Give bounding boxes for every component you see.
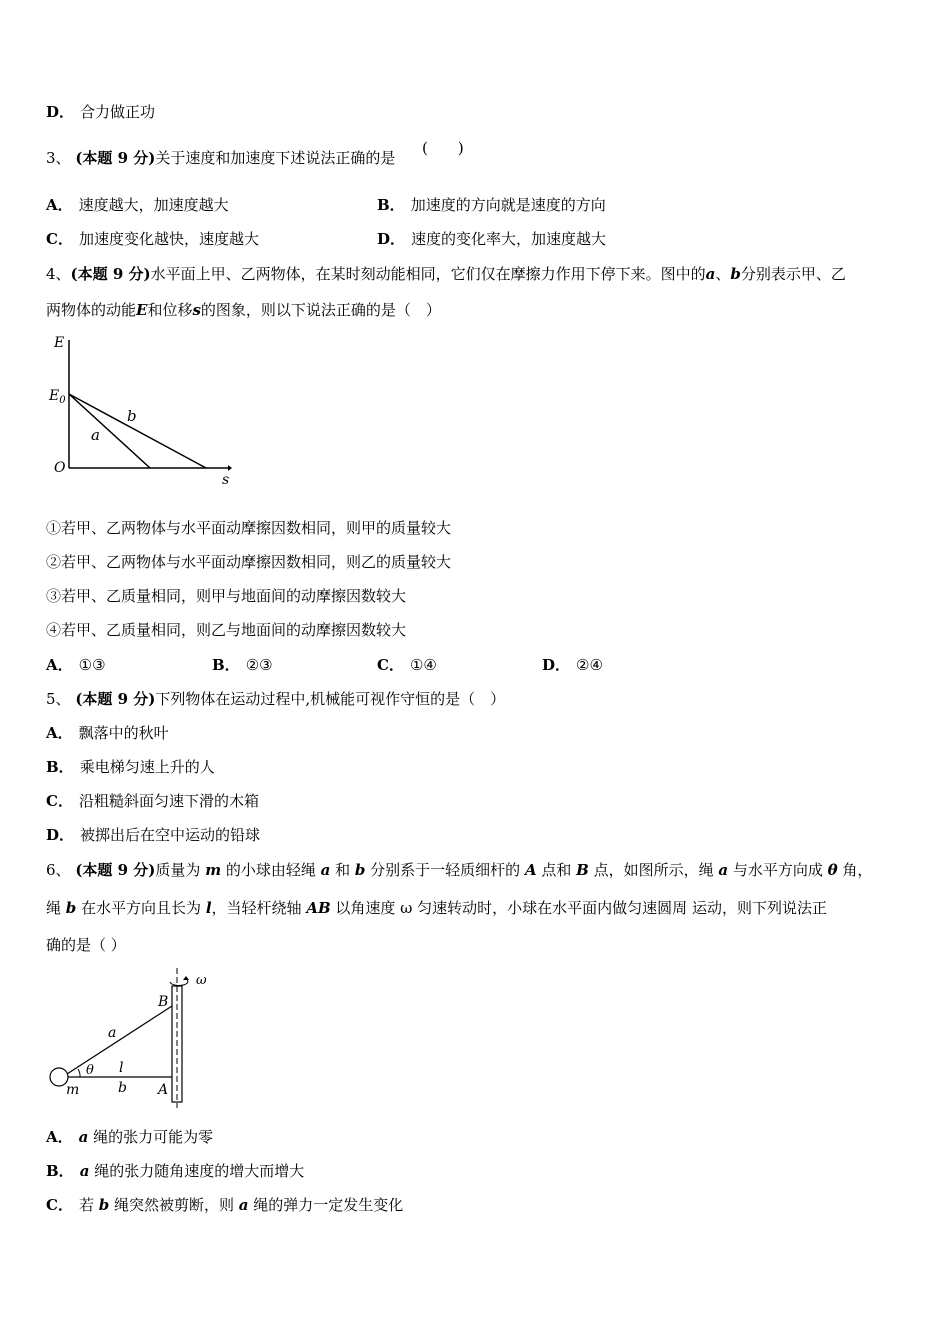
question-tag: (本题 9 分) bbox=[75, 861, 156, 879]
var-A: A bbox=[524, 861, 537, 879]
label-origin: O bbox=[54, 460, 66, 476]
question-text: 分别表示甲、乙 bbox=[740, 265, 846, 283]
q4-stem-line2 bbox=[46, 300, 441, 320]
q4-statement-1: ①若甲、乙两物体与水平面动摩擦因数相同，则甲的质量较大 bbox=[46, 519, 452, 537]
text: 点和 bbox=[536, 861, 577, 879]
text: 在水平方向且长为 bbox=[76, 899, 206, 917]
option-text: 合力做正功 bbox=[80, 103, 156, 121]
q6-stem-line1 bbox=[46, 860, 872, 880]
option-label: C． bbox=[46, 230, 73, 248]
question-number: 4、 bbox=[46, 265, 71, 283]
var-b: b bbox=[730, 265, 741, 283]
var-a: a bbox=[79, 1162, 90, 1180]
option-text: 加速度的方向就是速度的方向 bbox=[410, 196, 606, 214]
separator: 、 bbox=[715, 265, 731, 283]
option-text: 绳的弹力一定发生变化 bbox=[248, 1196, 404, 1214]
axis-label-E: E bbox=[54, 335, 65, 351]
var-theta: θ bbox=[827, 861, 838, 879]
rotation-arrowhead bbox=[183, 976, 189, 980]
question-text: 关于速度和加速度下述说法正确的是 bbox=[155, 149, 396, 167]
q6-option-a bbox=[46, 1127, 213, 1147]
option-text: 绳的张力随角速度的增大而增大 bbox=[89, 1162, 305, 1180]
question-text: 水平面上甲、乙两物体，在某时刻动能相同，它们仅在摩擦力作用下停下来。图中的 bbox=[150, 265, 706, 283]
text: 质量为 bbox=[155, 861, 206, 879]
q4-option-a bbox=[46, 655, 106, 675]
option-text: 飘落中的秋叶 bbox=[78, 724, 169, 742]
q5-option-d bbox=[46, 825, 260, 845]
theta-arc bbox=[78, 1069, 80, 1077]
q6-option-c bbox=[46, 1195, 403, 1215]
q3-option-a bbox=[46, 195, 229, 215]
var-a: a bbox=[718, 861, 729, 879]
option-label: C． bbox=[377, 656, 404, 674]
q5-option-c bbox=[46, 791, 259, 811]
option-text: ②④ bbox=[576, 656, 603, 674]
q3-option-b bbox=[377, 195, 606, 215]
option-label: C． bbox=[46, 792, 73, 810]
question-text: 两物体的动能 bbox=[46, 301, 137, 319]
var-l: l bbox=[205, 899, 212, 917]
q6-stem-line2 bbox=[46, 898, 827, 918]
q6-rotating-rod-figure bbox=[46, 964, 226, 1114]
label-m: m bbox=[66, 1082, 80, 1098]
var-AB: AB bbox=[306, 899, 331, 917]
option-label: A． bbox=[46, 724, 73, 742]
var-a: a bbox=[705, 265, 716, 283]
q6-stem-line3: 确的是（ ） bbox=[46, 936, 126, 954]
q6-option-b bbox=[46, 1161, 304, 1181]
q4-statement-2: ②若甲、乙两物体与水平面动摩擦因数相同，则乙的质量较大 bbox=[46, 553, 452, 571]
q5-option-a bbox=[46, 723, 169, 743]
x-axis-arrow bbox=[228, 465, 232, 471]
option-text: 若 bbox=[78, 1196, 99, 1214]
option-label: D． bbox=[46, 103, 75, 121]
option-text: ①④ bbox=[409, 656, 437, 674]
label-a: a bbox=[108, 1025, 117, 1041]
label-E0 bbox=[48, 388, 66, 406]
text: 的小球由轻绳 bbox=[221, 861, 321, 879]
q4-option-b bbox=[212, 655, 273, 675]
text: 与水平方向成 bbox=[728, 861, 828, 879]
option-text: 绳突然被剪断，则 bbox=[109, 1196, 239, 1214]
option-text: 沿粗糙斜面匀速下滑的木箱 bbox=[78, 792, 259, 810]
question-number: 6、 bbox=[46, 861, 71, 879]
var-a: a bbox=[320, 861, 331, 879]
option-label: B． bbox=[46, 1162, 74, 1180]
q2-option-d bbox=[46, 102, 155, 122]
option-text: ②③ bbox=[245, 656, 273, 674]
var-a: a bbox=[78, 1128, 89, 1146]
q4-option-c bbox=[377, 655, 437, 675]
option-label: C． bbox=[46, 1196, 73, 1214]
option-text: 速度越大，加速度越大 bbox=[78, 196, 229, 214]
label-l: l bbox=[119, 1060, 124, 1076]
label-theta: θ bbox=[86, 1063, 94, 1078]
question-tag: (本题 9 分) bbox=[75, 690, 156, 708]
question-text: 下列物体在运动过程中,机械能可视作守恒的是（ ） bbox=[155, 690, 506, 708]
text: 分别系于一轻质细杆的 bbox=[365, 861, 525, 879]
question-number: 3、 bbox=[46, 149, 71, 167]
label-B: B bbox=[158, 994, 169, 1010]
q4-statement-4: ④若甲、乙质量相同，则乙与地面间的动摩擦因数较大 bbox=[46, 621, 407, 639]
var-E: E bbox=[136, 301, 148, 319]
axis-label-s: s bbox=[222, 472, 230, 488]
text: 绳 bbox=[46, 899, 66, 917]
line-label-a: a bbox=[91, 426, 100, 444]
q3-stem bbox=[46, 148, 395, 168]
option-text: 绳的张力可能为零 bbox=[88, 1128, 214, 1146]
var-b: b bbox=[65, 899, 77, 917]
label-E0-sub: 0 bbox=[59, 395, 66, 406]
option-text: 乘电梯匀速上升的人 bbox=[79, 758, 215, 776]
option-label: B． bbox=[46, 758, 74, 776]
var-b: b bbox=[354, 861, 366, 879]
var-B: B bbox=[576, 861, 589, 879]
q4-energy-displacement-graph bbox=[46, 332, 246, 492]
question-text: 和位移 bbox=[147, 301, 193, 319]
var-b: b bbox=[98, 1196, 110, 1214]
q4-statement-3: ③若甲、乙质量相同，则甲与地面间的动摩擦因数较大 bbox=[46, 587, 407, 605]
q5-option-b bbox=[46, 757, 215, 777]
text: 和 bbox=[330, 861, 355, 879]
option-label: D． bbox=[377, 230, 406, 248]
var-s: s bbox=[192, 301, 201, 319]
q4-stem-line1 bbox=[46, 264, 846, 284]
question-tag: (本题 9 分) bbox=[70, 265, 151, 283]
label-E0-main: E bbox=[49, 388, 60, 404]
option-label: D． bbox=[46, 826, 75, 844]
question-tag: (本题 9 分) bbox=[75, 149, 156, 167]
text: 角， bbox=[837, 861, 873, 879]
option-label: B． bbox=[377, 196, 405, 214]
label-A: A bbox=[158, 1082, 169, 1098]
q4-option-d bbox=[542, 655, 603, 675]
option-label: A． bbox=[46, 196, 73, 214]
option-text: 速度的变化率大，加速度越大 bbox=[411, 230, 607, 248]
q3-option-c bbox=[46, 229, 259, 249]
question-number: 5、 bbox=[46, 690, 71, 708]
q3-answer-paren: ( ) bbox=[422, 139, 464, 157]
text: 以角速度 ω 匀速转动时，小球在水平面内做匀速圆周 运动，则下列说法正 bbox=[330, 899, 827, 917]
text: 点，如图所示，绳 bbox=[588, 861, 719, 879]
question-text: 的图象，则以下说法正确的是（ ） bbox=[200, 301, 441, 319]
option-label: A． bbox=[46, 1128, 73, 1146]
q3-option-d bbox=[377, 229, 606, 249]
option-text: 被掷出后在空中运动的铅球 bbox=[80, 826, 261, 844]
line-label-b: b bbox=[127, 407, 137, 425]
var-m: m bbox=[205, 861, 222, 879]
option-label: B． bbox=[212, 656, 240, 674]
label-b: b bbox=[118, 1080, 127, 1096]
q5-stem bbox=[46, 689, 505, 709]
option-label: A． bbox=[46, 656, 73, 674]
label-omega: ω bbox=[196, 973, 207, 988]
option-label: D． bbox=[542, 656, 571, 674]
text: ，当轻杆绕轴 bbox=[211, 899, 307, 917]
option-text: 加速度变化越快，速度越大 bbox=[78, 230, 259, 248]
option-text: ①③ bbox=[78, 656, 106, 674]
var-a: a bbox=[238, 1196, 249, 1214]
